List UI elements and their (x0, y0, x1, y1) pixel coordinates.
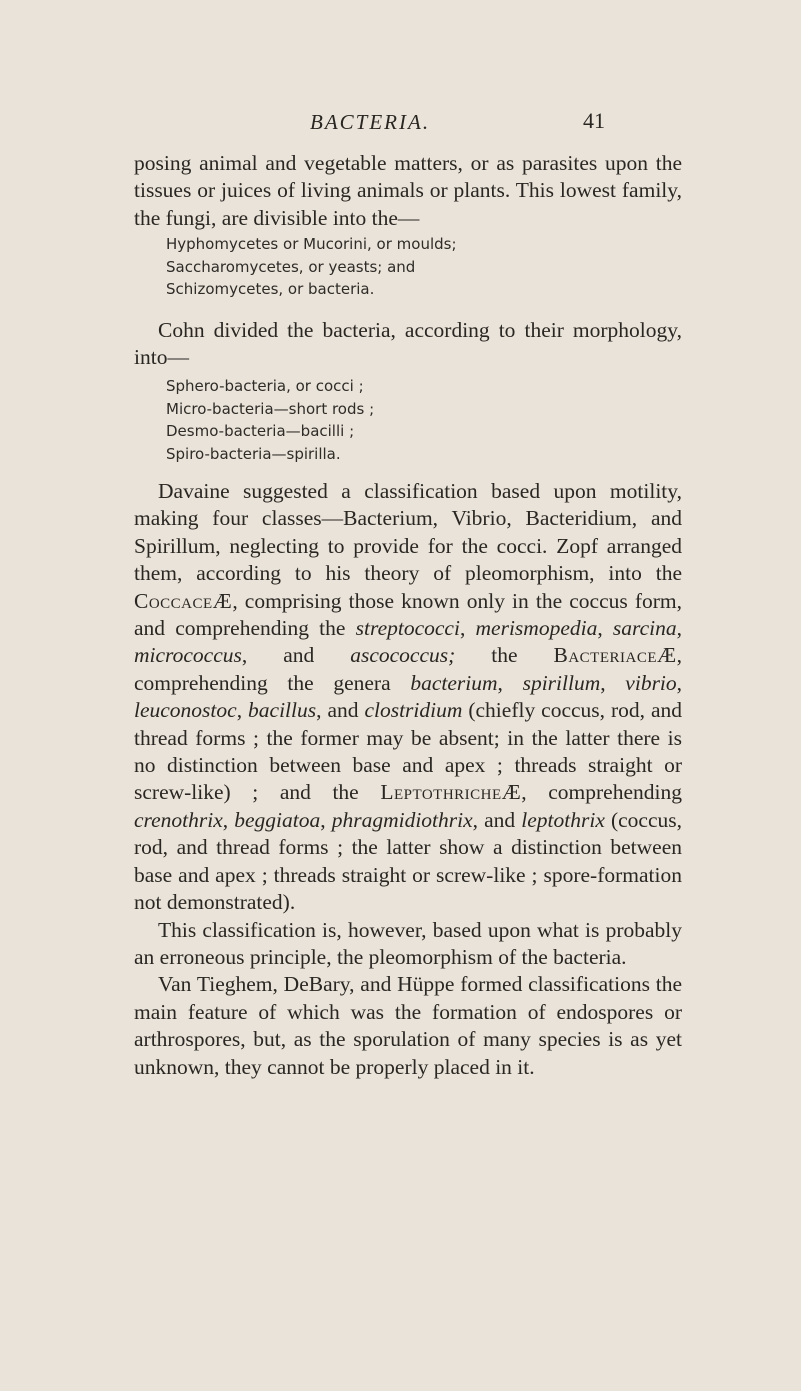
list-item: Saccharomycetes, or yeasts; and (166, 257, 416, 276)
genus-name: leptothrix (521, 807, 605, 832)
paragraph-classification-text: Davaine suggested a classification based upon motility, making four classes—Bacterium, Vibrio, Bacteridium, and Spirillum, neglecting to provide for the cocci. Zopf arranged them, according to his theory of pleomorphism, into the CoccaceÆ, comprising those known only in the coccus form, and comprehending the streptococci, merismopedia, sarcina, micrococcus, and ascococcus; the BacteriaceÆ, comprehending the genera bacterium, spirillum, vibrio, leuconostoc, bacillus, and clostridium (chiefly coccus, rod, and thread forms ; the former may be absent; in the latter there is no distinction between base and apex ; threads straight or screw-like) ; and the LeptothricheÆ, comprehending crenothrix, beggiatoa, phragmidiothrix, and leptothrix (coccus, rod, and thread forms ; the latter show a distinction between base and apex ; threads straight or screw-like ; spore-formation not demonstrated). (134, 479, 683, 915)
paragraph-cohn (134, 317, 682, 372)
genus-name: leuconostoc (134, 698, 237, 723)
genus-name: vibrio (625, 670, 677, 695)
paragraph-van-tieghem-text: Van Tieghem, DeBary, and Hüppe formed classifications the main feature of which was the formation of endospores or arthrospores, but, as the sporulation of many species is as yet unknown, they cannot be properly placed in it. (134, 972, 682, 1079)
genus-name: phragmidiothrix (331, 807, 473, 832)
genus-name: bacillus (248, 698, 317, 723)
genus-name: ascococcus; (350, 643, 456, 668)
genus-name: micrococcus (134, 643, 242, 668)
family-name: CoccaceÆ (134, 588, 233, 613)
list-item: Spiro-bacteria—spirilla. (166, 444, 341, 463)
genus-name: clostridium (364, 698, 463, 723)
paragraph-intro (134, 150, 682, 232)
cohn-list (166, 375, 666, 465)
genus-name: bacterium (410, 670, 498, 695)
family-name: BacteriaceÆ (553, 643, 677, 668)
list-item: Sphero-bacteria, or cocci ; (166, 377, 364, 395)
list-item: Schizomycetes, or bacteria. (166, 280, 375, 298)
genus-name: sarcina (612, 616, 677, 641)
paragraph-classification (134, 478, 682, 1081)
paragraph-critique-text: This classification is, however, based upon what is probably an erroneous principle, the pleomorphism of the bacteria. (134, 917, 682, 969)
genus-name: streptococci (355, 616, 460, 641)
list-item: Hyphomycetes or Mucorini, or moulds; (166, 235, 457, 253)
running-header: BACTERIA. (310, 110, 431, 134)
paragraph-cohn-text: Cohn divided the bacteria, according to their morphology, into— (134, 318, 682, 370)
list-item: Micro-bacteria—short rods ; (166, 399, 375, 418)
genus-name: merismopedia (475, 616, 598, 641)
genus-name: beggiatoa (234, 807, 321, 832)
genus-name: crenothrix (134, 807, 223, 832)
page-number: 41 (583, 108, 605, 133)
list-item: Desmo-bacteria—bacilli ; (166, 422, 355, 440)
genus-name: spirillum (522, 670, 601, 695)
fungi-list (166, 233, 666, 301)
paragraph-intro-text: posing animal and vegetable matters, or as parasites upon the tissues or juices of living animals or plants. This lowest family, the fungi, are divisible into the— (134, 151, 682, 230)
family-name: LeptothricheÆ (380, 780, 522, 805)
